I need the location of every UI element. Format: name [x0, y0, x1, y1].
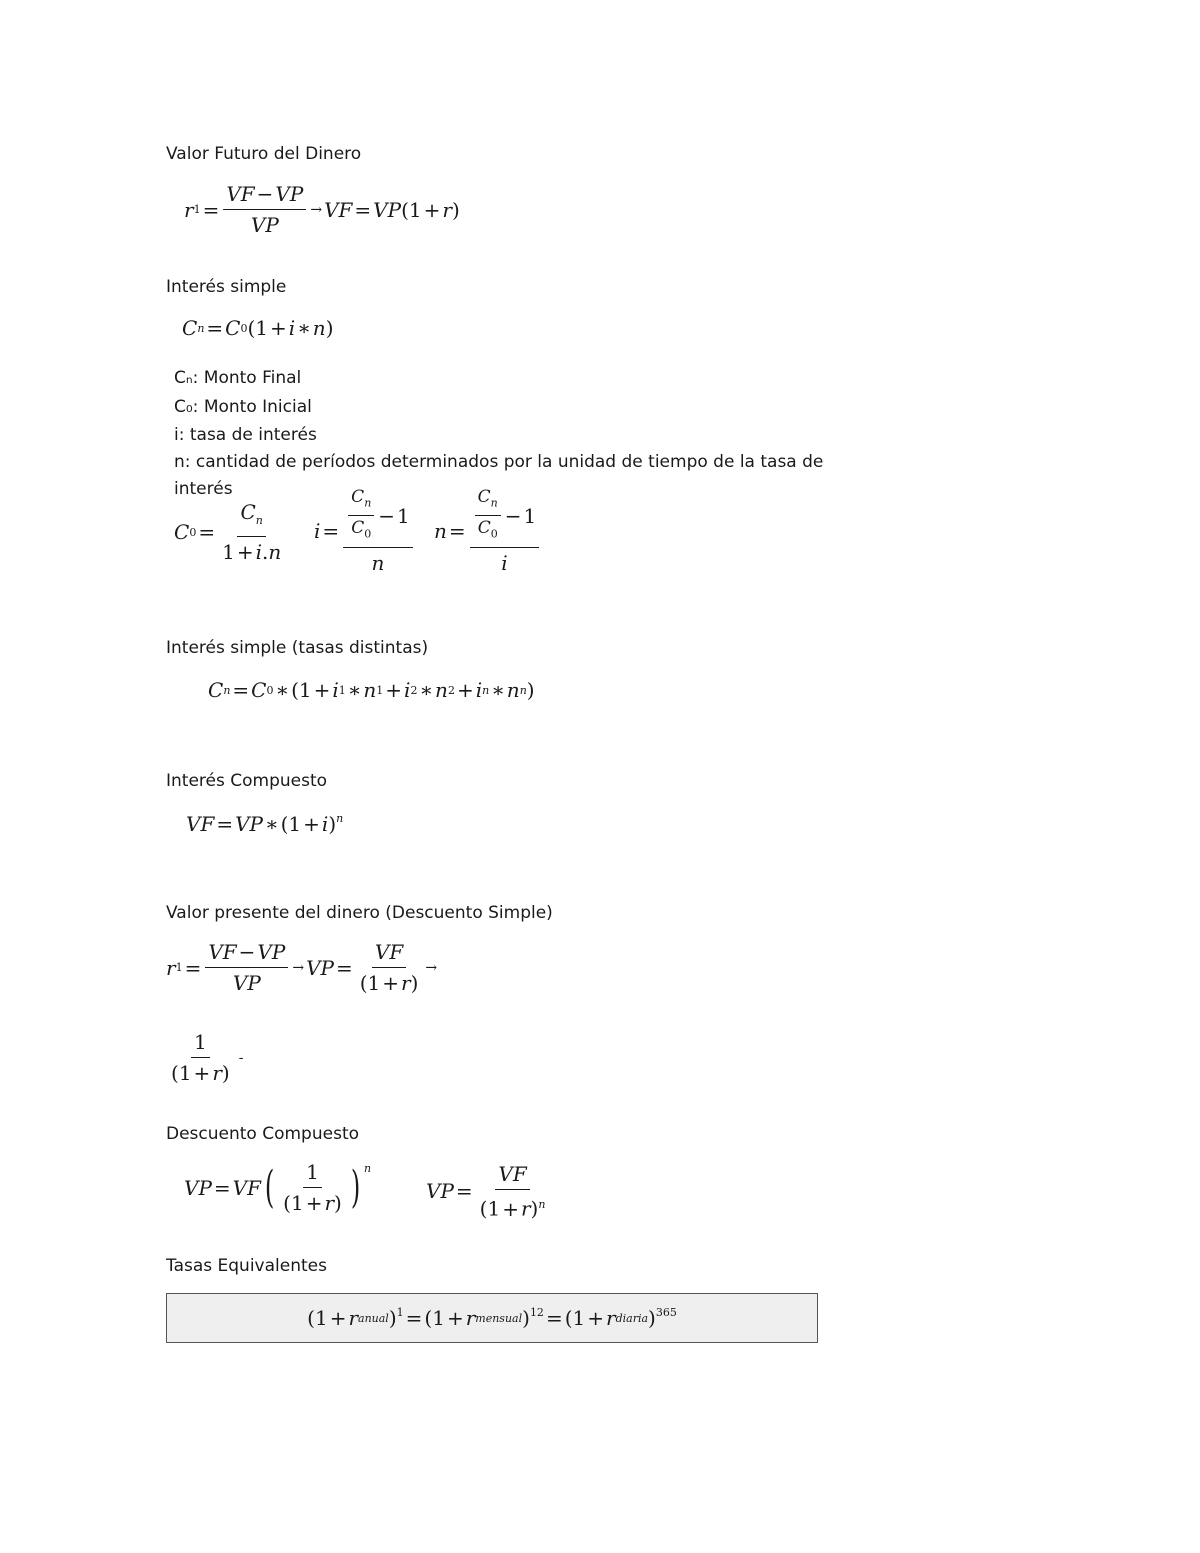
paren-right: ) [325, 316, 334, 340]
paren-right: ) [350, 1161, 361, 1213]
one: 1 [408, 197, 422, 222]
definition-i: i: tasa de interés [174, 425, 317, 445]
formula-tasas-distintas: C n = C 0 ∗ ( 1 + i 1 ∗ n 1 + i 2 ∗ n 2 + i n ∗ n n ) [208, 678, 535, 702]
fraction-rate: $\frac{VF - VP}{VP}$ [205, 940, 288, 995]
equals-sign: = [354, 197, 372, 222]
equals-sign: = [202, 197, 220, 222]
fraction-vp-compuesto: $\frac{VF}{(1 + r)^n}$ [479, 1162, 546, 1221]
fraction-i [343, 488, 413, 575]
arrow-icon: → [425, 959, 438, 976]
fraction-factor: $\frac{1}{(1 + r)}$ [171, 1030, 230, 1085]
fraction-denominator: i [501, 550, 508, 575]
symbol-c: C [225, 316, 241, 340]
fraction-numerator: $\frac{C_n}{C_0}$ − 1 [470, 488, 540, 548]
subscript-n: n [197, 321, 205, 335]
subscript-0: 0 [240, 321, 248, 335]
symbol-r: r [442, 197, 452, 222]
heading-valor-presente: Valor presente del dinero (Descuento Simple) [166, 903, 553, 923]
definition-n-cont: interés [174, 479, 233, 499]
symbol-c: C [182, 316, 198, 340]
heading-interes-simple: Interés simple [166, 277, 287, 297]
fraction-denominator: 1 + i.n [222, 540, 282, 564]
star: ∗ [297, 316, 311, 340]
fraction-c0 [219, 500, 284, 564]
heading-interes-compuesto: Interés Compuesto [166, 771, 328, 791]
formula-n: n = $\frac{C_n}{C_0}$ − 1 i [434, 488, 541, 575]
plus: + [423, 197, 441, 222]
formula-descuento-compuesto-2: VP = $\frac{VF}{(1 + r)^n}$ [426, 1162, 550, 1221]
fraction-factor: $\frac{1}{(1 + r)}$ [283, 1160, 342, 1215]
formula-i: i = $\frac{C_n}{C_0}$ − 1 n [314, 488, 415, 575]
fraction-vp: $\frac{VF}{(1 + r)}$ [359, 940, 419, 995]
paren-left: ( [401, 197, 409, 222]
paren-left: ( [264, 1161, 275, 1213]
formula-valor-presente: r 1 = $\frac{VF - VP}{VP}$ → VP = $\frac{VF}{(1 + r)}$ → [166, 940, 438, 995]
heading-interes-simple-tasas: Interés simple (tasas distintas) [166, 638, 429, 658]
paren-left: ( [247, 316, 256, 340]
fraction-n [470, 488, 540, 575]
definition-n: n: cantidad de períodos determinados por la unidad de tiempo de la tasa de [174, 452, 824, 472]
arrow-icon: → [292, 959, 305, 976]
formula-c0: C 0 = $\frac{C_n}{1 + i.n}$ [174, 500, 286, 564]
plus: + [270, 316, 287, 340]
definition-cn: Cₙ: Monto Final [174, 368, 302, 388]
symbol-n: n [312, 316, 326, 340]
one: 1 [255, 316, 269, 340]
paren-right: ) [451, 197, 460, 222]
heading-valor-futuro: Valor Futuro del Dinero [166, 144, 362, 164]
equals-sign: = [206, 316, 224, 340]
arrow-icon: → [310, 201, 323, 218]
formula-tasas-equivalentes: ( 1 + r anual ) $^1$ = ( 1 + r mensual ) $^{12}$ = ( 1 + r diaria ) $^{365}$ [307, 1306, 677, 1330]
dash: - [238, 1049, 244, 1066]
symbol-vf: VF [324, 197, 353, 222]
formula-valor-futuro [184, 182, 460, 237]
fraction-numerator: VF − VP [223, 182, 306, 210]
formula-interes-simple [182, 316, 334, 340]
formula-descuento-compuesto-1: VP = VF ( $\frac{1}{(1 + r)}$ ) $^n$ [184, 1160, 372, 1215]
formula-factor-descuento [166, 1030, 243, 1085]
symbol-r: r [184, 197, 194, 222]
symbol-vp: VP [373, 197, 402, 222]
definition-c0: C₀: Monto Inicial [174, 397, 312, 417]
heading-descuento-compuesto: Descuento Compuesto [166, 1124, 360, 1144]
formula-box-tasas-equivalentes [166, 1293, 818, 1343]
fraction-rate [223, 182, 306, 237]
fraction-numerator: $C_n$ [237, 500, 265, 537]
fraction-denominator: n [371, 550, 385, 575]
fraction-numerator: $\frac{C_n}{C_0}$ − 1 [343, 488, 413, 548]
symbol-i: i [288, 316, 296, 340]
subscript-1: 1 [193, 203, 201, 216]
fraction-denominator: VP [250, 213, 279, 237]
formula-interes-compuesto: VF = VP ∗ ( 1 + i ) $^n$ [186, 812, 344, 836]
heading-tasas-equivalentes: Tasas Equivalentes [166, 1256, 327, 1276]
